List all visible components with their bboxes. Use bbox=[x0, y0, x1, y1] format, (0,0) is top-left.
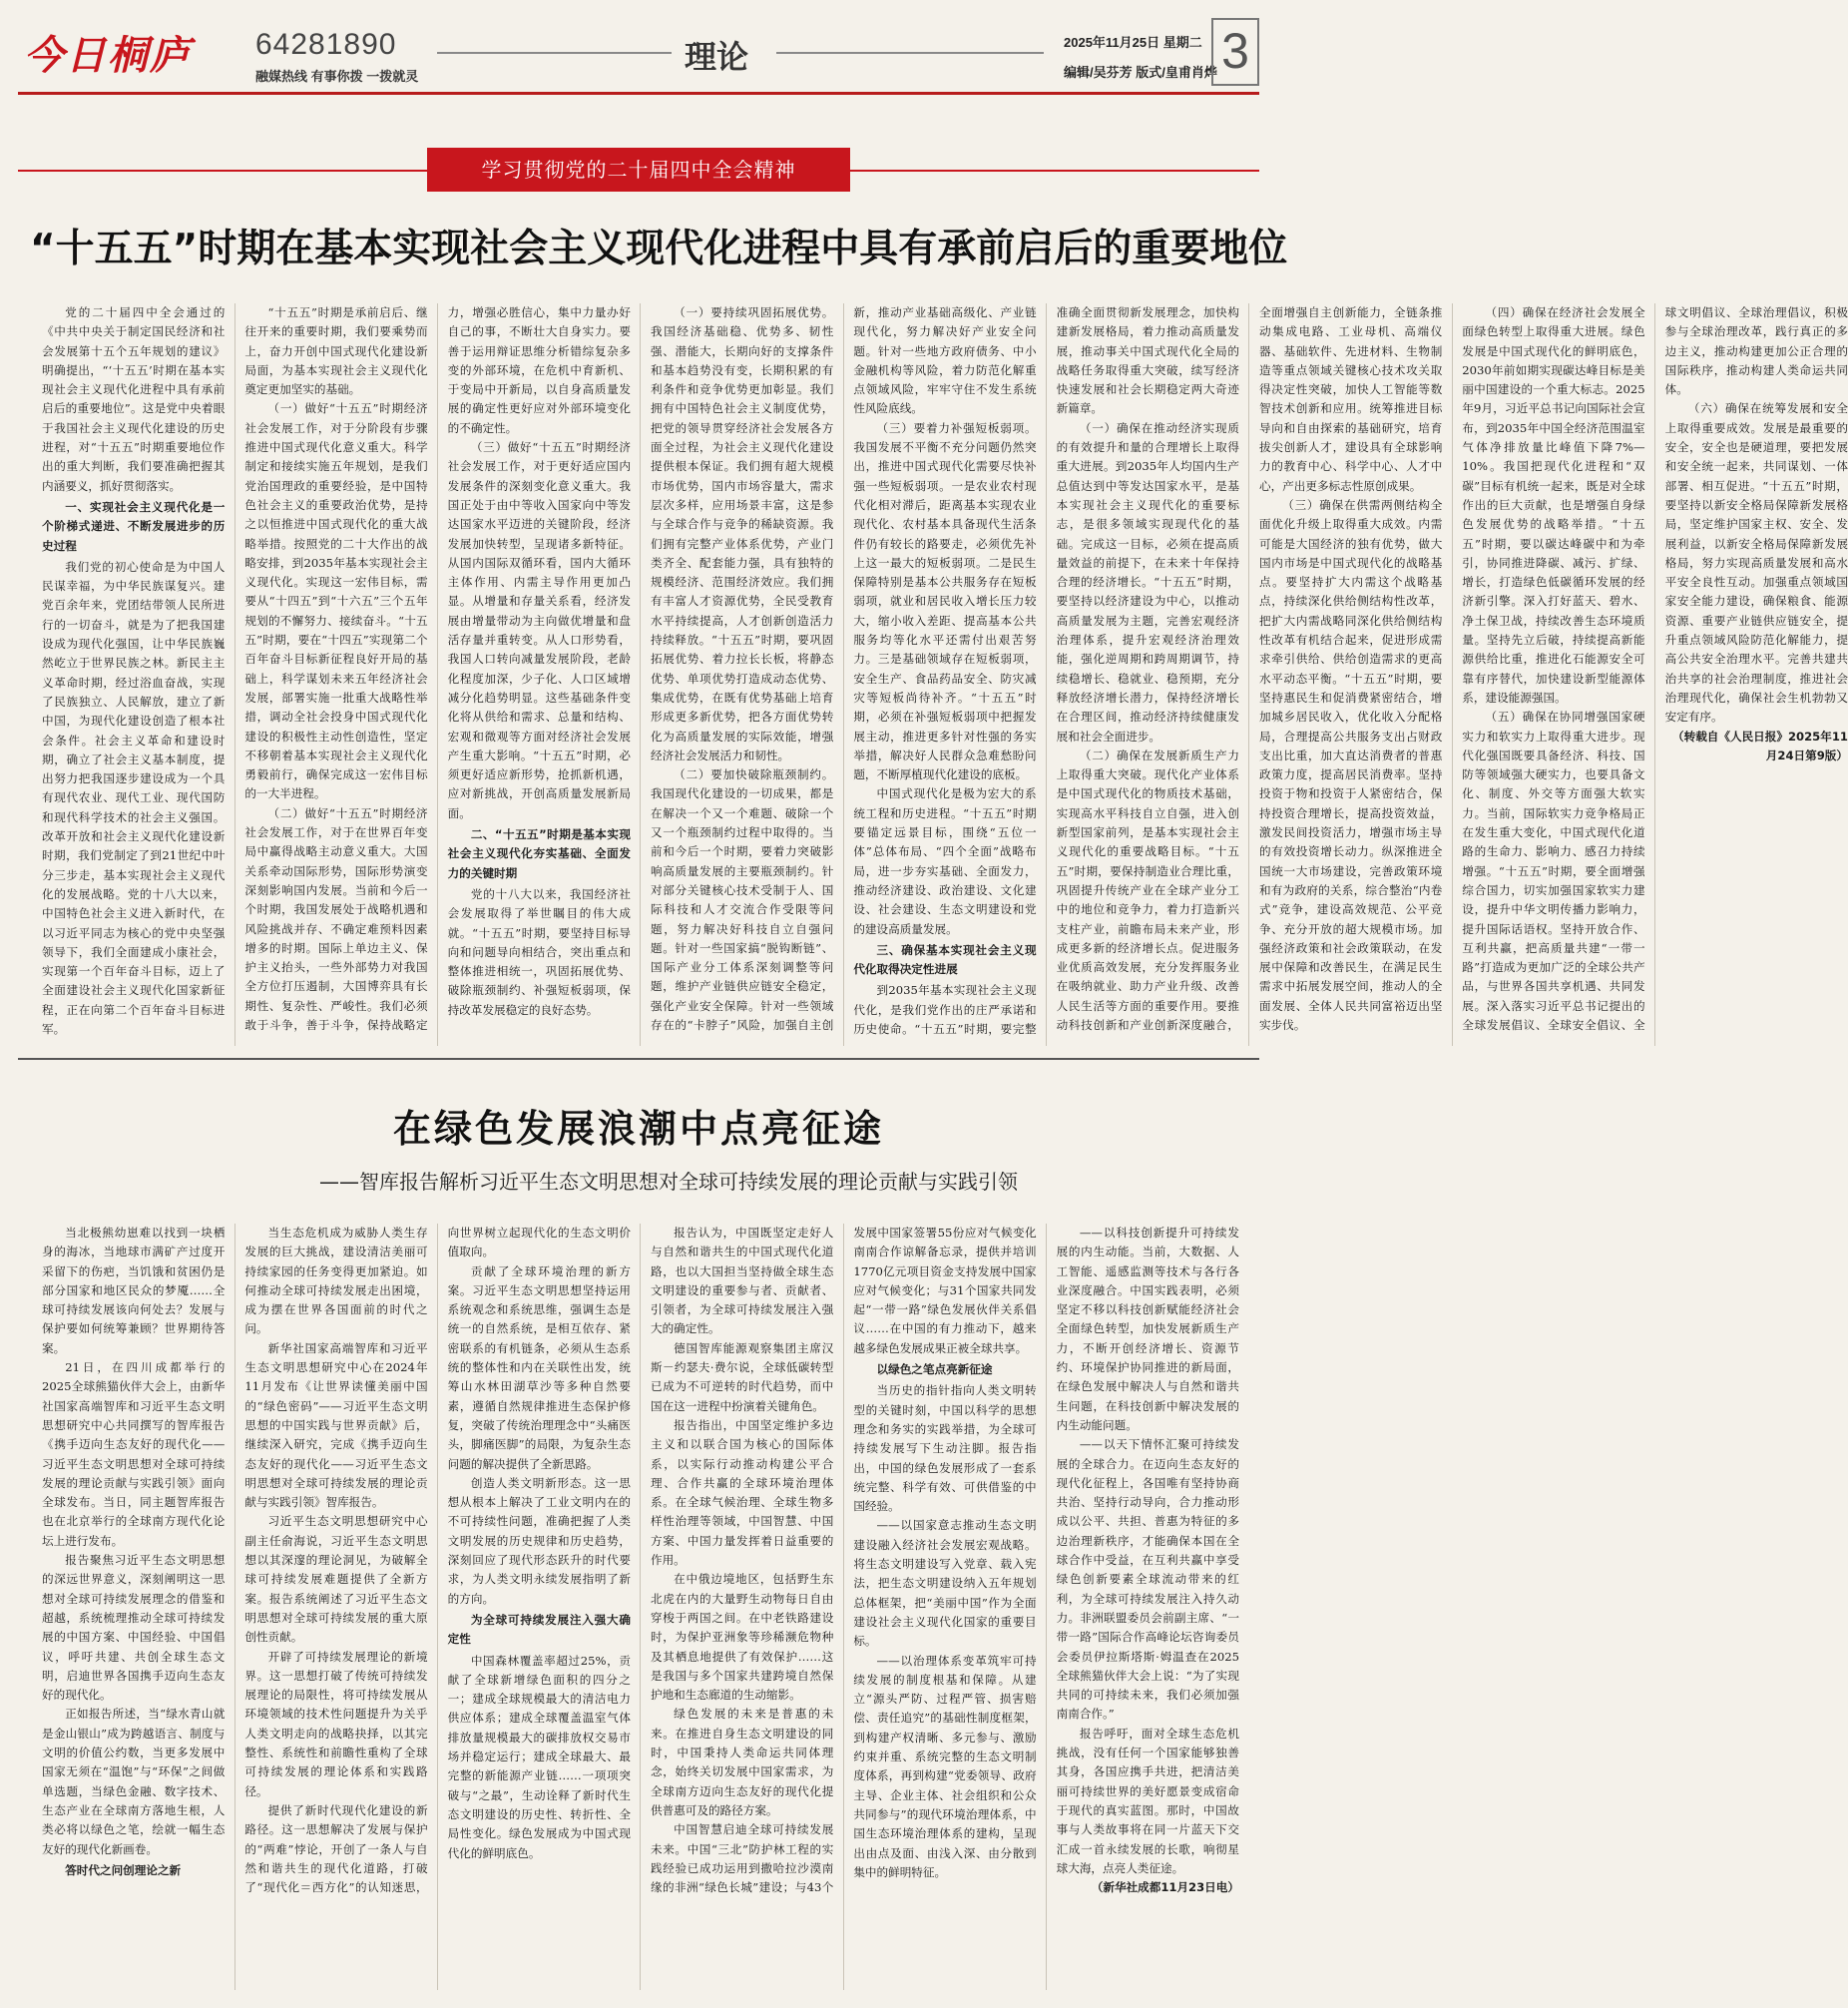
body-paragraph: 报告聚焦习近平生态文明思想的深远世界意义，深刻阐明这一思想对全球可持续发展理念的借鉴和超越，系统梳理推动全球可持续发展的中国方案、中国经验、中国倡议，呼吁共建、共创全球生态文明，启迪世界各国携手迈向生态友好的现代化。 bbox=[42, 1553, 226, 1703]
body-paragraph: 报告认为，中国既坚定走好人与自然和谐共生的中国式现代化道路，也以大国担当坚持做全球生态文明建设的重要参与者、贡献者、引领者，为全球可持续发展注入强大的确定性。 bbox=[650, 1226, 834, 1336]
page-number: 3 bbox=[1211, 18, 1259, 86]
body-paragraph: ——以天下情怀汇聚可持续发展的全球合力。在迈向生态友好的现代化征程上，各国唯有坚持协商共治、坚持行动导向，合力推动形成以公平、共担、普惠为特征的多边治理新秩序，才能确保本国在全球合作中受益，在互利共赢中享受绿色创新要素全球流动带来的红利，为全球可持续发展注入持久动力。非洲联盟委员会前副主席、“一带一路”国际合作高峰论坛咨询委员会委员伊拉斯塔斯·姆温查在2025全球熊猫伙伴大会上说：“为了实现共同的可持续未来，我们必须加强南南合作。” bbox=[1056, 1437, 1239, 1722]
body-paragraph: 当北极熊幼崽难以找到一块栖身的海冰，当地球市满矿产过度开采留下的伤疤，当饥饿和贫困仍是部分国家和地区民众的梦魇……全球可持续发展该向何处去？发展与保护要如何统筹兼顾？世界期待答案。 bbox=[42, 1226, 226, 1355]
body-paragraph: （四）确保在经济社会发展全面绿色转型上取得重大进展。绿色发展是中国式现代化的鲜明底色，2030年前如期实现碳达峰目标是美丽中国建设的一个重大标志。2025年9月，习近平总书记向国际社会宣布，到2035年中国全经济范围温室气体净排放量比峰值下降7%—10%。我国把现代化进程和“双碳”目标有机统一起来，既是对全球作出的巨大贡献，也是增强自身绿色发展优势的战略举措。“十五五”时期，要以碳达峰碳中和为牵引，协同推进降碳、减污、扩绿、增长，打造绿色低碳循环发展的经济新引擎。深入打好蓝天、碧水、净土保卫战，持续改善生态环境质量。坚持先立后破，持续提高新能源供给比重，推进化石能源安全可靠有序替代，加快建设新型能源体系，建设能源强国。 bbox=[1462, 305, 1645, 705]
body-paragraph: （五）确保在协同增强国家硬实力和软实力上取得重大进步。现代化强国既要具备经济、科技、国防等领域强大硬实力，也要具备文化、制度、外交等方面强大软实力。当前，国际软实力竞争格局正在发生重大变化，中国式现代化道路的生命力、影响力、感召力持续增强。“十五五”时期，要全面增强综合国力，切实加强国家软实力建设，提升中华文明传播力影响力，提升国际话语权。坚持开放合作、互利共赢，把高质量共建“一带一路”打造成为更加广泛的全球公共产品，与世界各国共享机遇、共同发展。深入落实习近平总书记提出的全球发展倡议、全球安全倡议、全球文明倡议、全球治理倡议，积极参与全球治理改革，践行真正的多边主义，推动构建更加公正合理的国际秩序，推动构建人类命运共同体。 bbox=[1462, 305, 1848, 1032]
section-subheading: 为全球可持续发展注入强大确定性 bbox=[447, 1612, 631, 1647]
body-paragraph: 新华社国家高端智库和习近平生态文明思想研究中心在2024年11月发布《让世界读懂美丽中国的“绿色密码”——习近平生态文明思想的中国实践与世界贡献》后，继续深入研究，完成《携手迈向生态友好的现代化——习近平生态文明思想对全球可持续发展的理论贡献与实践引领》智库报告。 bbox=[244, 1340, 428, 1510]
article2-body bbox=[42, 1224, 1239, 1990]
body-paragraph: ——以治理体系变革筑牢可持续发展的制度根基和保障。从建立“源头严防、过程严管、损害赔偿、责任追究”的基础性制度框架，到构建产权清晰、多元参与、激励约束并重、系统完整的生态文明制度体系，再到构建“党委领导、政府主导、企业主体、社会组织和公众共同参与”的现代环境治理体系，中国生态环境治理体系的建构，呈现出由点及面、由浅入深、由分散到集中的鲜明特征。 bbox=[853, 1653, 1037, 1879]
hotline-slogan: 融媒热线 有事你拨 一拨就灵 bbox=[255, 69, 419, 84]
body-paragraph: 当生态危机成为威胁人类生存发展的巨大挑战，建设清洁美丽可持续家园的任务变得更加紧迫。如何推动全球可持续发展走出困境，成为摆在世界各国面前的时代之问。 bbox=[244, 1226, 428, 1336]
body-paragraph: 报告呼吁，面对全球生态危机挑战，没有任何一个国家能够独善其身，各国应携手共进，把清洁美丽可持续世界的美好愿景变成宿命于现代的真实蓝图。那时，中国故事与人类故事将在同一片蓝天下交汇成一首永续发展的长歌，响彻星球大海，点亮人类征途。 bbox=[1056, 1726, 1239, 1875]
body-paragraph: 党的二十届四中全会通过的《中共中央关于制定国民经济和社会发展第十五个五年规划的建议》明确提出，“‘十五五’时期在基本实现社会主义现代化进程中具有承前启后的重要地位”。这是党中央着眼于我国社会主义现代化建设的历史进程，对“十五五”时期重要地位作出的重大判断，我们要准确把握其内涵要义，抓好贯彻落实。 bbox=[42, 305, 226, 493]
body-paragraph: 开辟了可持续发展理论的新境界。这一思想打破了传统可持续发展理论的局限性，将可持续发展从环境领域的技术性问题提升为关乎人类文明走向的战略抉择，以其完整性、系统性和前瞻性重构了全球可持续发展的理论体系和实践路径。 bbox=[244, 1649, 428, 1798]
body-paragraph: 在中俄边境地区，包括野生东北虎在内的大量野生动物每日自由穿梭于两国之间。在中老铁路建设时，为保护亚洲象等珍稀濒危物种及其栖息地提供了有效保护……这是我国与多个国家共建跨境自然保护地和生态廊道的生动缩影。 bbox=[650, 1572, 834, 1703]
body-paragraph: 到2035年基本实现社会主义现代化，是我们党作出的庄严承诺和历史使命。“十五五”时期，要完整准确全面贯彻新发展理念，加快构建新发展格局，着力推动高质量发展，推动事关中国式现代化全局的战略任务取得重大突破，续写经济快速发展和社会长期稳定两大奇迹新篇章。 bbox=[853, 305, 1239, 1036]
body-paragraph: 中国智慧启迪全球可持续发展未来。中国“三北”防护林工程的实践经验已成功运用到撒哈拉沙漠南缘的非洲“绿色长城”建设；与43个发展中国家签署55份应对气候变化南南合作谅解备忘录，提供并培训1770亿元项目资金支持发展中国家应对气候变化；与31个国家共同发起“一带一路”绿色发展伙伴关系倡议……在中国的有力推动下，越来越多绿色发展成果正被全球共享。 bbox=[650, 1226, 1037, 1895]
banner-line-right bbox=[850, 170, 1259, 172]
body-paragraph: 习近平生态文明思想研究中心副主任俞海说，习近平生态文明思想以其深邃的理论洞见，为破解全球可持续发展难题提供了全新方案。报告系统阐述了习近平生态文明思想对全球可持续发展的重大原创性贡献。 bbox=[244, 1514, 428, 1645]
body-paragraph: 当历史的指针指向人类文明转型的关键时刻，中国以科学的思想理念和务实的实践举措，为全球可持续发展写下生动注脚。报告指出，中国的绿色发展形成了一套系统完整、科学有效、可供借鉴的中国经验。 bbox=[853, 1383, 1037, 1514]
masthead bbox=[18, 18, 1259, 84]
banner-line-left bbox=[18, 170, 427, 172]
body-paragraph: （一）确保在推动经济实现质的有效提升和量的合理增长上取得重大进展。到2035年人均国内生产总值达到中等发达国家水平，是基本实现社会主义现代化的重要标志，是很多领域实现现代化的基础。完成这一目标，必须在提高质量效益的前提下，在未来十年保持合理的经济增长。“十五五”时期，要坚持以经济建设为中心，以推动高质量发展为主题，完善宏观经济治理体系，提升宏观经济治理效能，强化逆周期和跨周期调节，持续稳增长、稳就业、稳预期，充分释放经济增长潜力，保持经济增长在合理区间，推动经济持续健康发展和社会全面进步。 bbox=[1056, 420, 1239, 744]
body-paragraph: （一）做好“十五五”时期经济社会发展工作，对于分阶段有步骤推进中国式现代化意义重大。科学制定和接续实施五年规划，是我们党治国理政的重要经验，是中国特色社会主义的重要政治优势，是持之以恒推进中国式现代化的重大战略举措。按照党的二十大作出的战略安排，到2035年基本实现社会主义现代化。实现这一宏伟目标，需要从“十四五”到“十六五”三个五年规划的不懈努力、接续奋斗。“十五五”时期，要在“十四五”实现第二个百年奋斗目标新征程良好开局的基础上，科学谋划未来五年经济社会发展，部署实施一批重大战略性举措，调动全社会投身中国式现代化建设的积极性主动性创造性，坚定不移朝着基本实现社会主义现代化勇毅前行，确保完成这一宏伟目标的一大半进程。 bbox=[244, 401, 428, 801]
body-paragraph: ——以国家意志推动生态文明建设融入经济社会发展宏观战略。将生态文明建设写入党章、载入宪法，把生态文明建设纳入五年规划总体框架，把“美丽中国”作为全面建设社会主义现代化国家的重要目标。 bbox=[853, 1518, 1037, 1649]
newspaper-logo: 今日桐庐 bbox=[24, 32, 192, 79]
topic-banner bbox=[0, 148, 1277, 194]
section-subheading: 以绿色之笔点亮新征途 bbox=[876, 1362, 993, 1377]
body-paragraph: （六）确保在统筹发展和安全上取得重要成效。发展是最重要的安全，安全也是硬道理，要把发展和安全统一起来，共同谋划、一体部署、相互促进。“十五五”时期，要坚持以新安全格局保障新发展格局，坚定维护国家主权、安全、发展利益，以新安全格局保障新发展格局，努力实现高质量发展和高水平安全良性互动。加强重点领域国家安全能力建设，确保粮食、能源资源、重要产业链供应链安全，提升重点领域风险防范化解能力，提高公共安全治理水平。完善共建共治共享的社会治理制度，推进社会治理现代化，确保社会生机勃勃又安定有序。 bbox=[1664, 401, 1848, 725]
body-paragraph: （三）要着力补强短板弱项。我国发展不平衡不充分问题仍然突出，推进中国式现代化需要尽快补强一些短板弱项。一是农业农村现代化相对滞后，距离基本实现农业现代化、农村基本具备现代生活条件仍有较长的路要走，必须优先补上这一最大的短板弱项。二是民生保障特别是基本公共服务存在短板弱项，就业和居民收入增长压力较大，缩小收入差距、提高基本公共服务均等化水平还需付出艰苦努力。三是基础领域存在短板弱项，安全生产、食品药品安全、防灾减灾等短板尚待补齐。“十五五”时期，必须在补强短板弱项中把握发展主动，推进更多针对性强的务实举措，解决好人民群众急难愁盼问题，不断厚植现代化建设的底板。 bbox=[853, 420, 1037, 782]
section-subheading: 三、确保基本实现社会主义现代化取得决定性进展 bbox=[853, 942, 1037, 977]
editor-credits: 编辑/吴芬芳 版式/皇甫肖烨 bbox=[1064, 65, 1217, 80]
body-paragraph: （二）要加快破除瓶颈制约。我国现代化建设的一切成果，都是在解决一个又一个难题、破除一个又一个瓶颈制约过程中取得的。当前和今后一个时期，要着力突破影响高质量发展的主要瓶颈制约。针对部分关键核心技术受制于人、国际科技和人才交流合作受限等问题，努力解决好科技自立自强问题。针对一些国家搞“脱钩断链”、国际产业分工体系深刻调整等问题，维护产业链供应链安全稳定，强化产业安全保障。针对一些领域存在的“卡脖子”风险，加强自主创新，推动产业基础高级化、产业链现代化，努力解决好产业安全问题。针对一些地方政府债务、中小金融机构等风险，着力防范化解重点领域风险，牢牢守住不发生系统性风险底线。 bbox=[650, 305, 1037, 1032]
body-paragraph: （一）要持续巩固拓展优势。我国经济基础稳、优势多、韧性强、潜能大，长期向好的支撑条件和基本趋势没有变，长期积累的有利条件和竞争优势更加彰显。我们拥有中国特色社会主义制度优势，把党的领导贯穿经济社会发展各方面全过程，为社会主义现代化建设提供根本保证。我们拥有超大规模市场优势，国内市场容量大，需求层次多样，应用场景丰富，这是参与全球合作与竞争的稀缺资源。我们拥有完整产业体系优势，产业门类齐全、配套能力强，具有独特的规模经济、范围经济效应。我们拥有丰富人才资源优势，全民受教育水平持续提高，人才创新创造活力持续释放。“十五五”时期，要巩固拓展优势、着力拉长长板，将静态优势、单项优势打造成动态优势、集成优势，在既有优势基础上培育形成更多新优势，把各方面优势转化为高质量发展的实际效能，增强经济社会发展活力和韧性。 bbox=[650, 305, 834, 762]
hotline-number: 64281890 bbox=[255, 28, 397, 61]
source-note: （新华社成都11月23日电） bbox=[1091, 1880, 1239, 1895]
body-paragraph: 提供了新时代现代化建设的新路径。这一思想解决了发展与保护的“两难”悖论，开创了一条人与自然和谐共生的现代化道路，打破了“现代化＝西方化”的认知迷思，向世界树立起现代化的生态文明价值取向。 bbox=[244, 1226, 631, 1895]
article2-subheadline: ——智库报告解析习近平生态文明思想对全球可持续发展的理论贡献与实践引领 bbox=[319, 1170, 1018, 1194]
article2-headline: 在绿色发展浪潮中点亮征途 bbox=[392, 1107, 884, 1151]
article1-body bbox=[42, 303, 1848, 1046]
body-paragraph: （三）确保在供需两侧结构全面优化升级上取得重大成效。内需可能是大国经济的独有优势，做大国内市场是中国式现代化的战略基点。要坚持扩大内需这个战略基点，持续深化供给侧结构性改革，把扩大内需战略同深化供给侧结构性改革有机结合起来，促进形成需求牵引供给、供给创造需求的更高水平动态平衡。“十五五”时期，要坚持惠民生和促消费紧密结合，增加城乡居民收入，优化收入分配格局，合理提高公共服务支出占财政支出比重，加大直达消费者的普惠政策力度，提高居民消费率。坚持投资于物和投资于人紧密结合，保持投资合理增长，提高投资效益，激发民间投资活力，增强市场主导的有效投资增长动力。纵深推进全国统一大市场建设，完善政策环境和有为政府的关系，综合整治“内卷式”竞争，建设高效规范、公平竞争、充分开放的超大规模市场。加强经济政策和社会政策联动，在发展中保障和改善民生，在满足民生需求中拓展发展空间，推动人的全面发展、全体人民共同富裕迈出坚实步伐。 bbox=[1258, 497, 1443, 1032]
body-paragraph: 正如报告所述，当“绿水青山就是金山银山”成为跨越语言、制度与文明的价值公约数，当更多发展中国家无须在“温饱”与“环保”之间做单选题，当绿色金融、数字技术、生态产业在全球南方落地生根，人类必将以绿色之笔，绘就一幅生态友好的现代化新画卷。 bbox=[42, 1707, 226, 1856]
body-paragraph: 德国智库能源观察集团主席汉斯－约瑟夫·费尔说，全球低碳转型已成为不可逆转的时代趋势，而中国在这一进程中扮演着关键角色。 bbox=[650, 1340, 834, 1413]
body-paragraph: 21日，在四川成都举行的2025全球熊猫伙伴大会上，由新华社国家高端智库和习近平生态文明思想研究中心共同撰写的智库报告《携手迈向生态友好的现代化——习近平生态文明思想对全球可持续发展的理论贡献与实践引领》面向全球发布。当日，同主题智库报告也在北京举行的全球南方现代化论坛上进行发布。 bbox=[42, 1360, 226, 1548]
body-paragraph: 绿色发展的未来是普惠的未来。在推进自身生态文明建设的同时，中国秉持人类命运共同体理念，始终关切发展中国家需求，为全球南方迈向生态友好的现代化提供普惠可及的路径方案。 bbox=[650, 1707, 834, 1817]
masthead-rule-right bbox=[776, 52, 1044, 54]
section-name: 理论 bbox=[685, 38, 749, 76]
body-paragraph: 中国式现代化是极为宏大的系统工程和历史进程。“十五五”时期要锚定远景目标，围绕“五位一体”总体布局、“四个全面”战略布局，进一步夯实基础、全面发力，推动经济建设、政治建设、文化建设、社会建设、生态文明建设和党的建设高质量发展。 bbox=[853, 786, 1037, 936]
source-note: （转载自《人民日报》2025年11月24日第9版） bbox=[1672, 729, 1848, 762]
body-paragraph: 我们党的初心使命是为中国人民谋幸福，为中华民族谋复兴。建党百余年来，党团结带领人民所进行的一切奋斗，就是为了把我国建设成为现代化强国，让中华民族巍然屹立于世界民族之林。新民主主义革命时期，经过浴血奋战，实现了民族独立、人民解放，建立了新中国，为现代化建设创造了根本社会条件。社会主义革命和建设时期，确立了社会主义基本制度，提出努力把我国逐步建设成为一个具有现代农业、现代工业、现代国防和现代科学技术的社会主义强国。改革开放和社会主义现代化建设新时期，我们党制定了到21世纪中叶分三步走，基本实现社会主义现代化的发展战略。党的十八大以来，中国特色社会主义进入新时代，在以习近平同志为核心的党中央坚强领导下，我们全面建成小康社会，实现第一个百年奋斗目标，迈上了全面建设社会主义现代化国家新征程，正在向第二个百年奋斗目标进军。 bbox=[42, 559, 226, 1036]
body-paragraph: （二）做好“十五五”时期经济社会发展工作，对于在世界百年变局中赢得战略主动意义重大。大国关系牵动国际形势，国际形势演变深刻影响国内发展。当前和今后一个时期，我国发展处于战略机遇和风险挑战并存、不确定难预料因素增多的时期。国际上单边主义、保护主义抬头，一些外部势力对我国全方位打压遏制，大国博弈具有长期性、复杂性、严峻性。我们必须敢于斗争，善于斗争，保持战略定力，增强必胜信心，集中力量办好自己的事，不断壮大自身实力。要善于运用辩证思维分析错综复杂多变的外部环境，在危机中育新机、于变局中开新局，以自身高质量发展的确定性更好应对外部环境变化的不确定性。 bbox=[244, 305, 631, 1032]
body-paragraph: 中国森林覆盖率超过25%，贡献了全球新增绿色面积的四分之一；建成全球规模最大的清洁电力供应体系；建成全球覆盖温室气体排放量规模最大的碳排放权交易市场并稳定运行；建成全球最大、最完整的新能源产业链……一项项突破与“之最”，生动诠释了新时代生态文明建设的历史性、转折性、全局性变化。绿色发展成为中国式现代化的鲜明底色。 bbox=[447, 1653, 631, 1860]
body-paragraph: 党的十八大以来，我国经济社会发展取得了举世瞩目的伟大成就。“十五五”时期，要坚持目标导向和问题导向相结合，突出重点和整体推进相统一，巩固拓展优势、破除瓶颈制约、补强短板弱项，保持改革发展稳定的良好态势。 bbox=[447, 886, 631, 1017]
masthead-divider bbox=[18, 92, 1259, 95]
section-subheading: 二、“十五五”时期是基本实现社会主义现代化夯实基础、全面发力的关键时期 bbox=[447, 827, 631, 880]
banner-label: 学习贯彻党的二十届四中全会精神 bbox=[427, 148, 850, 192]
section-subheading: 一、实现社会主义现代化是一个阶梯式递进、不断发展进步的历史过程 bbox=[42, 499, 226, 553]
body-paragraph: （三）做好“十五五”时期经济社会发展工作，对于更好适应国内发展条件的深刻变化意义重大。我国正处于由中等收入国家向中等发达国家水平迈进的关键阶段，经济发展加快转型，呈现诸多新特征。从国内国际双循环看，国内大循环主体作用、内需主导作用更加凸显。从增量和存量关系看，经济发展由增量带动为主向做优增量和盘活存量并重转变。从人口形势看，我国人口转向减量发展阶段，老龄化程度加深，少子化、人口区域增减分化趋势明显。这些基础条件变化将从供给和需求、总量和结构、宏观和微观等方面对经济社会发展产生重大影响。“十五五”时期，必须更好适应新形势，抢抓新机遇，应对新挑战，开创高质量发展新局面。 bbox=[447, 440, 631, 820]
issue-date: 2025年11月25日 星期二 bbox=[1064, 35, 1202, 50]
body-paragraph: （二）确保在发展新质生产力上取得重大突破。现代化产业体系是中国式现代化的物质技术基础，实现高水平科技自立自强，进入创新型国家前列，是基本实现社会主义现代化的重要战略目标。“十五五”时期，要保持制造业合理比重，巩固提升传统产业在全球产业分工中的地位和竞争力，着力打造新兴支柱产业，前瞻布局未来产业，形成更多新的经济增长点。促进服务业优质高效发展，充分发挥服务业在吸纳就业、助力产业升级、改善人民生活等方面的重要作用。要推动科技创新和产业创新深度融合，全面增强自主创新能力，全链条推动集成电路、工业母机、高端仪器、基础软件、先进材料、生物制造等重点领域关键核心技术攻关取得决定性突破，加快人工智能等数智技术创新和应用。统筹推进目标导向和自由探索的基础研究，培育拔尖创新人才，建设具有全球影响力的教育中心、科学中心、人才中心，产出更多标志性原创成果。 bbox=[1056, 305, 1443, 1032]
body-paragraph: ——以科技创新提升可持续发展的内生动能。当前，大数据、人工智能、遥感监测等技术与各行各业深度融合。中国实践表明，必须坚定不移以科技创新赋能经济社会全面绿色转型，加快发展新质生产力，不断开创经济增长、资源节约、环境保护协同推进的新局面，在绿色发展中解决人与自然和谐共生问题，在科技创新中解决发展的内生动能问题。 bbox=[1056, 1226, 1239, 1432]
body-paragraph: 创造人类文明新形态。这一思想从根本上解决了工业文明内在的不可持续性问题，准确把握了人类文明发展的历史规律和历史趋势，深刻回应了现代形态跃升的时代要求，为人类文明永续发展指明了新的方向。 bbox=[447, 1475, 631, 1606]
masthead-rule-left bbox=[437, 52, 672, 54]
body-paragraph: “十五五”时期是承前启后、继往开来的重要时期，我们要乘势而上，奋力开创中国式现代化建设新局面，为基本实现社会主义现代化奠定更加坚实的基础。 bbox=[244, 305, 428, 397]
article1-headline: “十五五”时期在基本实现社会主义现代化进程中具有承前启后的重要地位 bbox=[30, 227, 1288, 271]
article-separator bbox=[18, 1058, 1259, 1060]
section-subheading: 答时代之问创理论之新 bbox=[65, 1862, 182, 1877]
body-paragraph: 报告指出，中国坚定维护多边主义和以联合国为核心的国际体系，以实际行动推动构建公平合理、合作共赢的全球环境治理体系。在全球气候治理、全球生物多样性治理等领域，中国智慧、中国方案、中国力量发挥着日益重要的作用。 bbox=[650, 1417, 834, 1568]
body-paragraph: 贡献了全球环境治理的新方案。习近平生态文明思想坚持运用系统观念和系统思维，强调生态是统一的自然系统，是相互依存、紧密联系的有机链条，必须从生态系统的整体性和内在关联性出发，统筹山水林田湖草沙等多种自然要素，遵循自然规律推进生态保护修复，突破了传统治理理念中“头痛医头，脚痛医脚”的局限，为复杂生态问题的解决提供了全新思路。 bbox=[447, 1263, 631, 1471]
